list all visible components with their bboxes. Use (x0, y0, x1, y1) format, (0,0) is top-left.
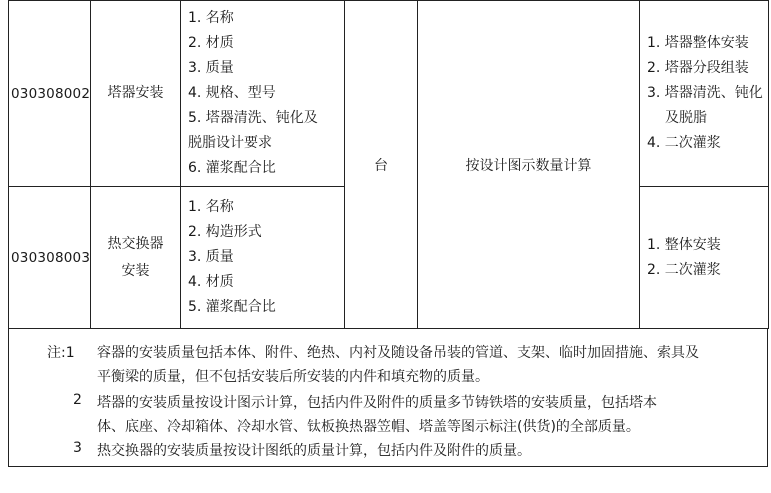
feature-item: 4. 材质 (188, 274, 234, 290)
feature-item: 1. 名称 (188, 10, 234, 26)
item-name (91, 187, 181, 329)
feature-item: 2. 构造形式 (188, 224, 262, 240)
note-3-number: 3 (73, 440, 82, 456)
note-1-line-1: 容器的安装质量包括本体、附件、绝热、内衬及随设备吊装的管道、支架、临时加固措施、索具及 (97, 345, 699, 361)
work-list (640, 187, 769, 329)
work-item: 2. 二次灌浆 (647, 261, 721, 278)
spec-table-frame (8, 0, 768, 467)
feature-item: 5. 灌浆配合比 (188, 299, 276, 315)
note-2-line-2: 体、底座、冷却箱体、冷却水管、钛板换热器笠帽、塔盖等图示标注(供货)的全部质量。 (97, 419, 640, 435)
item-name-line: 安装 (121, 262, 150, 279)
notes-section (8, 328, 768, 467)
feature-item: 1. 名称 (188, 199, 234, 215)
work-item: 4. 二次灌浆 (647, 135, 721, 151)
unit-cell: 台 (345, 1, 418, 329)
calc-rule-cell: 按设计图示数量计算 (418, 1, 640, 329)
feature-item: 2. 材质 (188, 35, 234, 51)
work-item: 3. 塔器清洗、钝化 (647, 85, 763, 101)
work-item: 1. 整体安装 (647, 236, 721, 253)
work-list (640, 1, 769, 187)
spec-table (8, 0, 769, 329)
feature-list (181, 187, 345, 329)
notes-label: 注:1 (47, 345, 75, 361)
item-name: 塔器安装 (91, 1, 181, 187)
feature-item: 3. 质量 (188, 60, 234, 76)
item-code: 030308002 (9, 1, 91, 187)
feature-item: 3. 质量 (188, 249, 234, 265)
table-row (9, 1, 769, 187)
item-name-line: 热交换器 (107, 235, 164, 252)
feature-list (181, 1, 345, 187)
work-item: 及脱脂 (665, 110, 707, 126)
work-item: 1. 塔器整体安装 (647, 35, 749, 51)
feature-item: 4. 规格、型号 (188, 85, 276, 101)
note-2-line-1: 塔器的安装质量按设计图示计算，包括内件及附件的质量多节铸铁塔的安装质量，包括塔本 (97, 395, 657, 411)
feature-item: 6. 灌浆配合比 (188, 160, 276, 176)
item-code: 030308003 (9, 187, 91, 329)
feature-item: 脱脂设计要求 (188, 135, 272, 151)
note-1-line-2: 平衡梁的质量，但不包括安装后所安装的内件和填充物的质量。 (97, 369, 489, 385)
note-3-line-1: 热交换器的安装质量按设计图纸的质量计算，包括内件及附件的质量。 (97, 443, 531, 459)
work-item: 2. 塔器分段组装 (647, 60, 749, 76)
note-2-number: 2 (73, 392, 82, 408)
feature-item: 5. 塔器清洗、钝化及 (188, 110, 318, 126)
